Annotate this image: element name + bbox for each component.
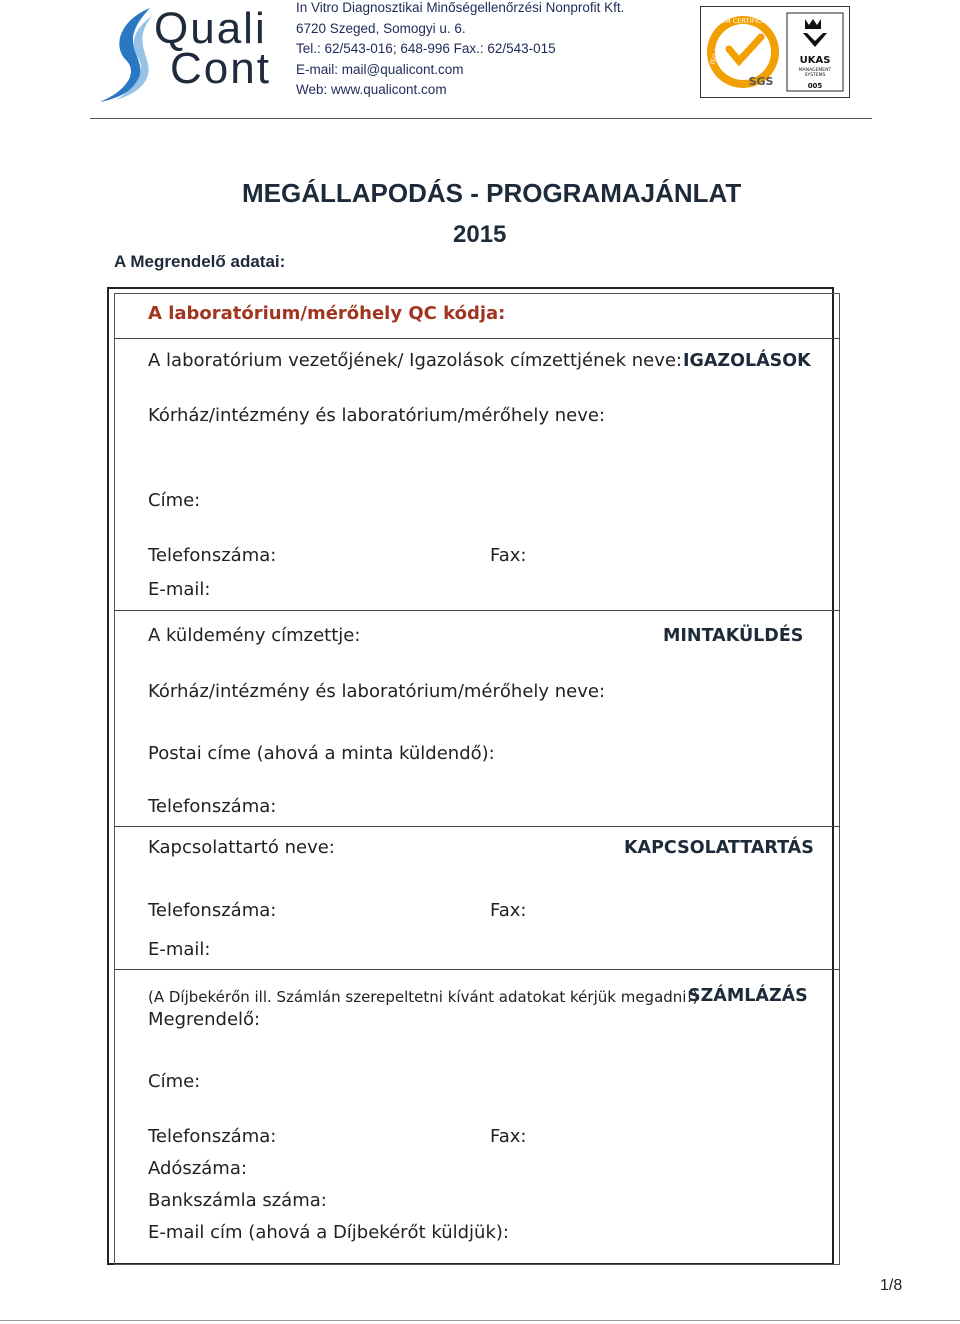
certificate-email-label: E-mail: <box>148 579 211 600</box>
certificate-phone-label: Telefonszáma: <box>148 545 277 566</box>
ukas-number: 005 <box>807 82 823 90</box>
header-divider <box>90 118 872 119</box>
ukas-sub1: MANAGEMENT <box>798 68 832 73</box>
divider-qc <box>114 338 840 339</box>
certificate-institution-label: Kórház/intézmény és laboratórium/mérőhely neve: <box>148 405 606 426</box>
iso-text: ISO 9001 <box>708 34 727 66</box>
billing-customer-label: Megrendelő: <box>148 1009 261 1030</box>
billing-address-label: Címe: <box>148 1071 201 1092</box>
billing-note: (A Díjbekérőn ill. Számlán szerepeltetni kívánt adatokat kérjük megadni!) <box>148 988 699 1006</box>
section-shipping: MINTAKÜLDÉS <box>663 626 804 646</box>
sgs-label: SGS <box>748 75 774 88</box>
divider-certificates <box>114 610 840 611</box>
qualicont-logo <box>92 2 282 108</box>
billing-phone-label: Telefonszáma: <box>148 1126 277 1147</box>
footer-divider <box>0 1320 960 1321</box>
ukas-label: UKAS <box>799 55 831 66</box>
company-address: 6720 Szeged, Somogyi u. 6. <box>296 20 466 36</box>
contact-phone-label: Telefonszáma: <box>148 900 277 921</box>
ukas-sub2: SYSTEMS <box>804 73 826 78</box>
logo-word-quali: Quali <box>154 4 267 53</box>
divider-shipping <box>114 826 840 827</box>
certificate-fax-label: Fax: <box>490 545 527 566</box>
section-certificates: IGAZOLÁSOK <box>683 351 811 371</box>
shipping-institution-label: Kórház/intézmény és laboratórium/mérőhely neve: <box>148 681 606 702</box>
divider-contact <box>114 969 840 970</box>
section-contact: KAPCSOLATTARTÁS <box>624 838 814 858</box>
billing-bank-label: Bankszámla száma: <box>148 1190 327 1211</box>
certificate-address-label: Címe: <box>148 490 201 511</box>
company-email: E-mail: mail@qualicont.com <box>296 61 464 77</box>
shipping-postal-label: Postai címe (ahová a minta küldendő): <box>148 743 495 764</box>
certification-badges-icon <box>701 7 849 97</box>
shipping-recipient-label: A küldemény címzettje: <box>148 625 361 646</box>
contact-fax-label: Fax: <box>490 900 527 921</box>
shipping-phone-label: Telefonszáma: <box>148 796 277 817</box>
billing-fax-label: Fax: <box>490 1126 527 1147</box>
section-billing: SZÁMLÁZÁS <box>688 986 808 1006</box>
company-name: In Vitro Diagnosztikai Minőségellenőrzési Nonprofit Kft. <box>296 0 625 15</box>
billing-tax-label: Adószáma: <box>148 1158 247 1179</box>
form-frame-inner <box>114 293 840 1265</box>
billing-email-label: E-mail cím (ahová a Díjbekérőt küldjük): <box>148 1222 509 1243</box>
company-info <box>296 0 624 101</box>
document-year: 2015 <box>453 221 507 248</box>
contact-name-label: Kapcsolattartó neve: <box>148 837 335 858</box>
contact-email-label: E-mail: <box>148 939 211 960</box>
certification-logos <box>700 6 850 98</box>
page-number: 1/8 <box>880 1277 903 1294</box>
client-data-label: A Megrendelő adatai: <box>114 252 286 271</box>
company-web: Web: www.qualicont.com <box>296 82 447 98</box>
certificate-recipient-label: A laboratórium vezetőjének/ Igazolások címzettjének neve: <box>148 350 682 371</box>
logo-word-cont: Cont <box>170 44 271 93</box>
document-title: MEGÁLLAPODÁS - PROGRAMAJÁNLAT <box>242 178 742 208</box>
sgs-ring-text: SYSTEM CERTIFICATION <box>704 17 782 25</box>
company-phone: Tel.: 62/543-016; 648-996 Fax.: 62/543-015 <box>296 41 556 57</box>
qc-code-label: A laboratórium/mérőhely QC kódja: <box>148 303 506 324</box>
